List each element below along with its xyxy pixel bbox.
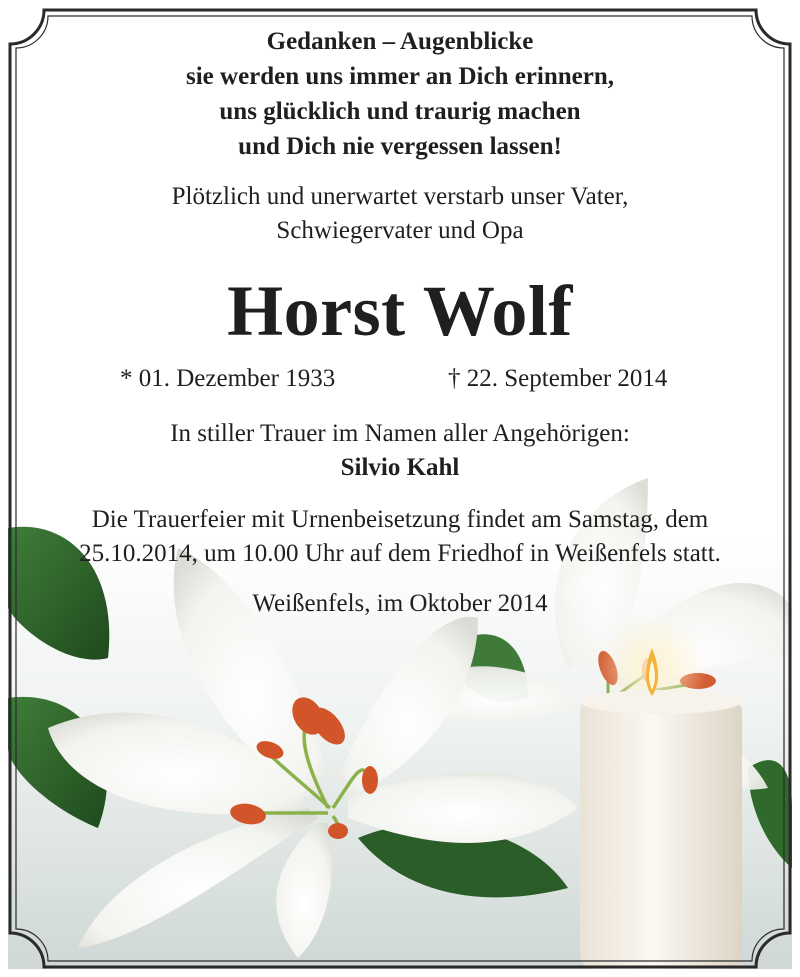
verse-line-3: uns glücklich und traurig machen (219, 98, 581, 125)
ceremony-line-1: Die Trauerfeier mit Urnenbeisetzung findet am Samstag, dem (91, 506, 709, 533)
verse-line-1: Gedanken – Augenblicke (266, 28, 534, 55)
deceased-name: Horst Wolf (227, 271, 573, 351)
life-dates (0, 365, 800, 399)
verse-line-2: sie werden uns immer an Dich erinnern, (186, 63, 614, 90)
ceremony-line-2: 25.10.2014, um 10.00 Uhr auf dem Friedhof in Weißenfels statt. (79, 540, 721, 567)
verse-line-4: und Dich nie vergessen lassen! (238, 133, 562, 160)
death-date: † 22. September 2014 (448, 365, 668, 392)
mourners-line: In stiller Trauer im Namen aller Angehörigen: (170, 420, 630, 447)
intro-line-1: Plötzlich und unerwartet verstarb unser Vater, (171, 183, 629, 210)
birth-date: * 01. Dezember 1933 (120, 365, 336, 392)
mourner-name: Silvio Kahl (340, 454, 460, 481)
intro-line-2: Schwiegervater und Opa (276, 217, 524, 244)
place-date: Weißenfels, im Oktober 2014 (252, 590, 548, 617)
